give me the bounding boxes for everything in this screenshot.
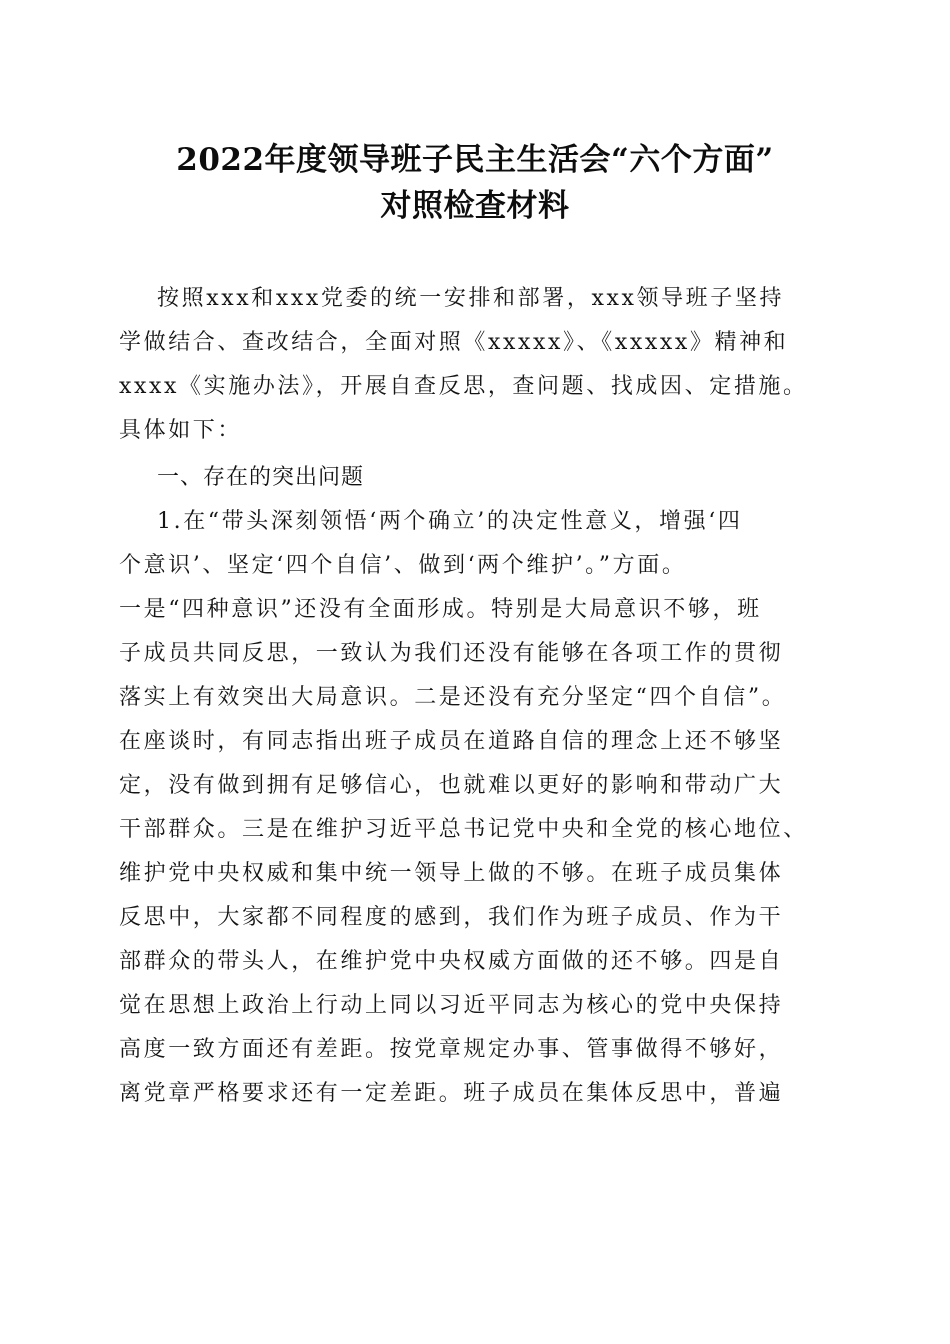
section-line: 在座谈时，有同志指出班子成员在道路自信的理念上还不够坚 bbox=[119, 729, 784, 754]
intro-paragraph bbox=[119, 277, 859, 453]
section-line: 反思中，大家都不同程度的感到，我们作为班子成员、作为干 bbox=[119, 905, 784, 930]
section-line: 离党章严格要求还有一定差距。班子成员在集体反思中，普遍 bbox=[119, 1081, 784, 1106]
section-line: 觉在思想上政治上行动上同以习近平同志为核心的党中央保持 bbox=[119, 993, 784, 1018]
section-line: 干部群众。三是在维护习近平总书记党中央和全党的核心地位、 bbox=[119, 817, 808, 842]
section-line: 子成员共同反思，一致认为我们还没有能够在各项工作的贯彻 bbox=[119, 641, 784, 666]
document-title-line-2: 对照检查材料 bbox=[380, 188, 570, 224]
intro-line: xxxx《实施办法》，开展自查反思，查问题、找成因、定措施。 bbox=[119, 374, 808, 399]
document-title-line-1: 2022年度领导班子民主生活会“六个方面” bbox=[176, 142, 774, 178]
intro-line: 按照xxx和xxx党委的统一安排和部署，xxx领导班子坚持 bbox=[157, 286, 785, 311]
section-line: 1.在“带头深刻领悟‘两个确立’的决定性意义，增强‘四 bbox=[157, 509, 743, 534]
section-line: 个意识’、坚定‘四个自信’、做到‘两个维护’。”方面。 bbox=[119, 553, 687, 578]
intro-line: 学做结合、查改结合，全面对照《xxxxx》、《xxxxx》精神和 bbox=[119, 330, 789, 355]
section-line: 部群众的带头人，在维护党中央权威方面做的还不够。四是自 bbox=[119, 949, 784, 974]
intro-line: 具体如下： bbox=[119, 418, 243, 443]
section-line: 定，没有做到拥有足够信心，也就难以更好的影响和带动广大 bbox=[119, 773, 784, 798]
section-line: 高度一致方面还有差距。按党章规定办事、管事做得不够好， bbox=[119, 1037, 784, 1062]
section-line: 维护党中央权威和集中统一领导上做的不够。在班子成员集体 bbox=[119, 861, 784, 886]
section-line: 落实上有效突出大局意识。二是还没有充分坚定“四个自信”。 bbox=[119, 685, 787, 710]
section-heading: 一、存在的突出问题 bbox=[157, 465, 365, 490]
section-paragraph bbox=[119, 500, 859, 1116]
section-line: 一是“四种意识”还没有全面形成。特别是大局意识不够，班 bbox=[119, 597, 762, 622]
